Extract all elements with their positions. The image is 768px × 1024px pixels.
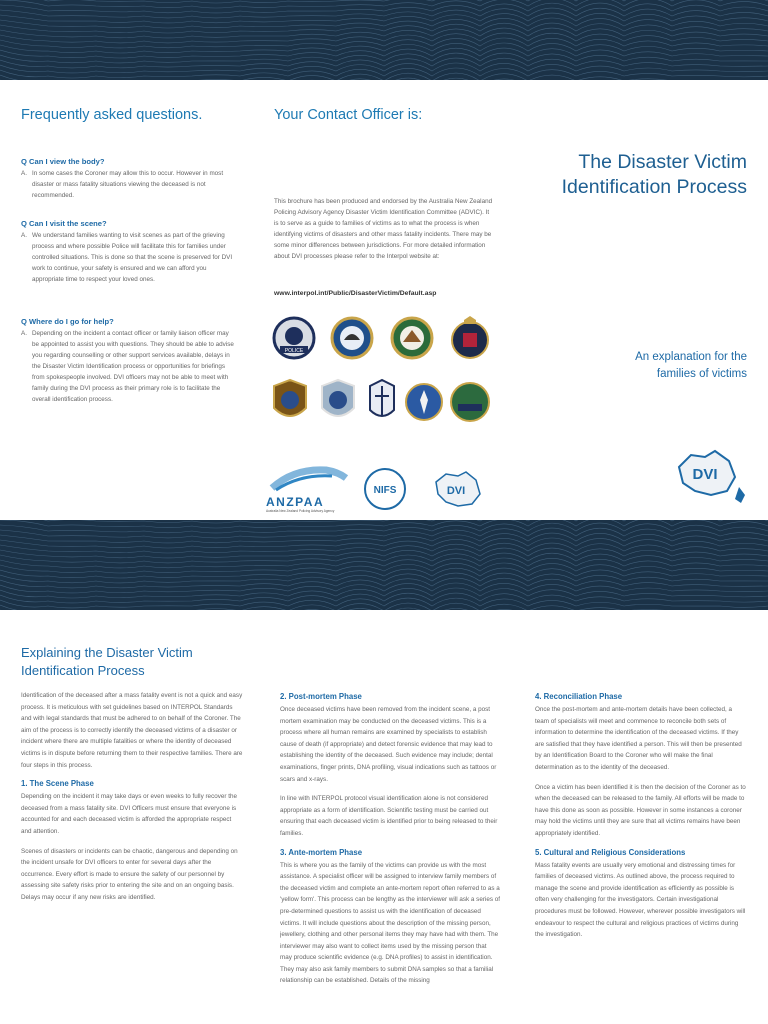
wave-line bbox=[0, 73, 768, 80]
police-crest-icon bbox=[268, 376, 312, 426]
anzpaa-wordmark: ANZPAA bbox=[266, 495, 325, 509]
wave-line bbox=[0, 28, 768, 38]
answer-label: A. bbox=[21, 330, 27, 337]
anzpaa-mark-icon bbox=[266, 464, 352, 494]
faq-question: Q Where do I go for help? bbox=[21, 317, 114, 326]
wave-pattern-top bbox=[0, 0, 768, 80]
police-crest-icon bbox=[390, 314, 434, 362]
faq-item bbox=[21, 219, 237, 285]
faq-answer: In some cases the Coroner may allow this to occur. However in most disaster or mass fatality situations viewing the deceased is not recommended. bbox=[32, 170, 224, 199]
police-crest-icon bbox=[330, 314, 374, 362]
faq-heading: Frequently asked questions. bbox=[21, 107, 203, 123]
police-crest-icon bbox=[402, 376, 446, 426]
police-crest-icon bbox=[272, 314, 316, 362]
faq-answer: Depending on the incident a contact officer or family liaison officer may be appointed to assist you with questions. They should be able to advise you regarding counselling or other support services available, delays in the Disaster Victim Identification process or opportunities for briefings from spokespeople involved. DVI officers may not be able to meet with family during the DVI process as their primary role is to facilitate the overall identification process. bbox=[32, 330, 234, 403]
police-crest-icon bbox=[448, 376, 492, 426]
phase-paragraph: Once the post-mortem and ante-mortem details have been collected, a team of specialists will meet and commence to reconcile both sets of information to determine the identification of the deceased victims. If they are satisfied that they have identified a person. This will then be presented by an Identification Board to the Coroner who will make the final determination as to the identity of the deceased. bbox=[535, 706, 742, 771]
phase-heading: 5. Cultural and Religious Considerations bbox=[535, 847, 686, 857]
wave-line bbox=[0, 0, 768, 3]
faq-question: Q Can I view the body? bbox=[21, 157, 105, 166]
contact-officer-heading: Your Contact Officer is: bbox=[274, 107, 423, 123]
svg-text:DVI: DVI bbox=[692, 466, 718, 483]
phase-heading: 2. Post-mortem Phase bbox=[280, 692, 362, 701]
faq-question: Q Can I visit the scene? bbox=[21, 219, 107, 228]
faq-item bbox=[21, 157, 237, 201]
svg-text:POLICE: POLICE bbox=[284, 348, 304, 354]
nifs-logo-icon bbox=[362, 466, 408, 512]
interpol-url[interactable]: www.interpol.int/Public/DisasterVictim/Default.asp bbox=[274, 290, 437, 297]
police-crest-icon bbox=[316, 376, 360, 426]
wave-line bbox=[0, 543, 768, 553]
police-crest-icon bbox=[448, 314, 492, 362]
phase-paragraph: Depending on the incident it may take days or even weeks to fully recover the deceased from a mass fatality site. DVI Officers must ensure that everyone is accounted for and each deceased victim is afforded the appropriate respect and attention. bbox=[21, 793, 237, 835]
svg-text:DVI: DVI bbox=[446, 485, 466, 497]
phase-heading: 4. Reconciliation Phase bbox=[535, 692, 623, 701]
column-middle bbox=[280, 692, 500, 1013]
dvi-logo-icon bbox=[432, 468, 488, 512]
phase-heading: 1. The Scene Phase bbox=[21, 779, 94, 789]
faq-item bbox=[21, 317, 237, 405]
wave-line bbox=[0, 523, 768, 533]
wave-line bbox=[0, 68, 768, 78]
phase-heading: 3. Ante-mortem Phase bbox=[280, 847, 363, 857]
answer-label: A. bbox=[21, 232, 27, 239]
wave-line bbox=[0, 3, 768, 13]
top-wave-band bbox=[0, 0, 768, 80]
section-title: Explaining the Disaster Victim Identification Process bbox=[21, 645, 193, 678]
wave-line bbox=[0, 598, 768, 608]
phase-paragraph: Once a victim has been identified it is then the decision of the Coroner as to when the deceased can be released to the family. All efforts will be made to have this done as soon as possible. However in some instances a coroner may hold the victims until they are sure that all victims remains have been appropriately identified. bbox=[535, 783, 746, 837]
intro-paragraph: Identification of the deceased after a mass fatality event is not a quick and easy process. It is meticulous with set guidelines based on INTERPOL Standards and with legal standards that must be adhered to on behalf of the Coroner. The aim of the process is to correctly identify the deceased victims of a disaster or incident where there are multiple fatalities or where the identity of deceased victims is in dispute before returning them to their respective families. There are four steps in this process. bbox=[21, 692, 243, 769]
wave-line bbox=[0, 528, 768, 538]
answer-label: A. bbox=[21, 170, 27, 177]
wave-line bbox=[0, 533, 768, 543]
faq-answer: We understand families wanting to visit scenes as part of the grieving process and where possible Police will facilitate this for families under controlled situations. This is done so that the scene is preserved for DVI work to continue, your safety is ensured and we can afford you appropriate time to respect your loved ones. bbox=[32, 232, 233, 283]
police-crest-icon bbox=[360, 376, 404, 426]
anzpaa-logo bbox=[266, 464, 352, 514]
cover-subtitle: An explanation for the families of victims bbox=[635, 351, 747, 380]
wave-line bbox=[0, 520, 768, 523]
phase-paragraph: Mass fatality events are usually very emotional and distressing times for families of deceased victims. As outlined above, the process required to manage the scene and provide identification as efficiently as possible is often very challenging for the investigators. Certain investigational procedures must be followed. However, wherever possible investigators will endeavour to respect the cultural and religious practices of victims during the investigation. bbox=[535, 861, 746, 939]
dvi-australia-map-icon bbox=[673, 447, 751, 507]
column-left bbox=[21, 690, 243, 904]
column-right bbox=[535, 692, 747, 941]
wave-line bbox=[0, 593, 768, 603]
wave-line bbox=[0, 18, 768, 28]
wave-line bbox=[0, 538, 768, 548]
middle-wave-band bbox=[0, 520, 768, 610]
wave-line bbox=[0, 588, 768, 598]
cover-title: The Disaster Victim Identification Process bbox=[561, 151, 747, 198]
phase-paragraph: This is where you as the family of the victims can provide us with the most assistance. A specialist officer will be assigned to interview family members of the deceased victim and complete an ante-mortem report often referred to as a 'yellow form'. This process can be lengthy as the interviewer will ask a series of pre-determined questions to assist us with the identification of deceased victims. It will include questions about the description of the missing person, jewellery, clothing and other personal items they may have had with them. The interviewer may also want to collect items used by the missing person that may produce scientific evidence (e.g. DNA profiles) to assist in identification. They may also ask family members to submit DNA samples so that a familial relationship can be established. Details of the missing bbox=[280, 861, 500, 985]
wave-pattern-middle bbox=[0, 520, 768, 610]
wave-line bbox=[0, 8, 768, 18]
svg-text:NIFS: NIFS bbox=[373, 485, 397, 496]
wave-line bbox=[0, 548, 768, 558]
phase-paragraph: Scenes of disasters or incidents can be chaotic, dangerous and depending on the incident unsafe for DVI officers to enter for several days after the occurrence. Every effort is made to ensure the safety of our personnel by assessing site safety risks prior to entering the site and on an ongoing basis. Delays may occur if any new risks are identified. bbox=[21, 847, 238, 901]
wave-line bbox=[0, 13, 768, 23]
phase-paragraph: Once deceased victims have been removed from the incident scene, a post mortem examination may be conducted on the deceased victims. This is a process where all human remains are examined by specialists to establish cause of death (if appropriate) and detect forensic evidence that may lead to establishing the identity of the deceased. Such evidence may include; dental examinations, finger prints, DNA profiling, visual indications such as tattoos or scars and x-rays. bbox=[280, 706, 497, 783]
wave-line bbox=[0, 23, 768, 33]
anzpaa-tagline: Australia New Zealand Policing Advisory Agency bbox=[266, 509, 335, 513]
brochure-intro-text: This brochure has been produced and endorsed by the Australia New Zealand Policing Advisory Agency Disaster Victim Identification Committee (ADVIC). It is to serve as a guide to families of victims as to what the process is when identifying victims of disasters and other mass fatality incidents. There may be some minor differences between jurisdictions. For more detailed information about DVI processes please refer to the Interpol website at: bbox=[274, 198, 493, 260]
phase-paragraph: In line with INTERPOL protocol visual identification alone is not considered appropriate as a form of identification. Scientific testing must be carried out ensuring that each deceased victim is identified prior to being released to their families. bbox=[280, 795, 498, 837]
